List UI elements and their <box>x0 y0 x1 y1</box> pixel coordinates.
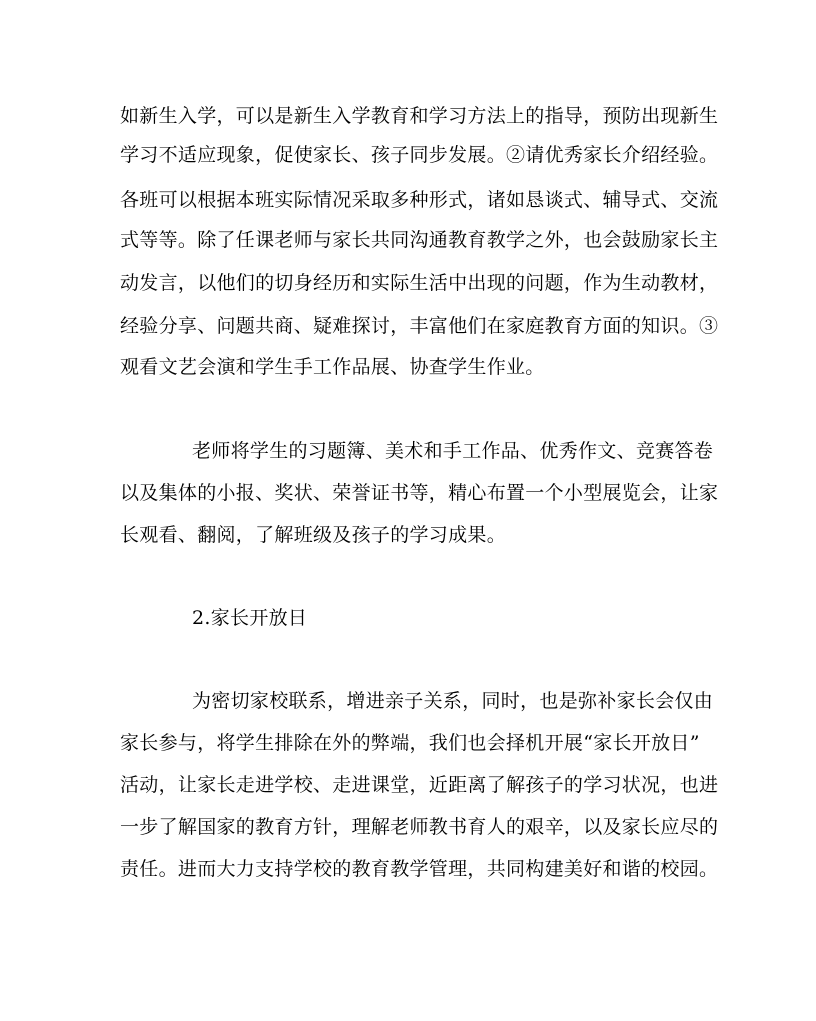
paragraph-line: 如新生入学，可以是新生入学教育和学习方法上的指导，预防出现新生 <box>120 105 719 127</box>
paragraph-line: 家长参与，将学生排除在外的弊端，我们也会择机开展“家长开放日” <box>120 732 700 754</box>
paragraph-line: 式等等。除了任课老师与家长共同沟通教育教学之外，也会鼓励家长主 <box>120 229 719 251</box>
paragraph-line: 以及集体的小报、奖状、荣誉证书等，精心布置一个小型展览会，让家 <box>120 482 719 504</box>
paragraph-line: 各班可以根据本班实际情况采取多种形式，诸如恳谈式、辅导式、交流 <box>120 189 719 211</box>
paragraph-line: 老师将学生的习题簿、美术和手工作品、优秀作文、竞赛答卷 <box>192 440 714 462</box>
paragraph-line: 长观看、翻阅，了解班级及孩子的学习成果。 <box>120 524 507 546</box>
paragraph-line: 责任。进而大力支持学校的教育教学管理，共同构建美好和谐的校园。 <box>120 858 719 880</box>
section-heading: 2.家长开放日 <box>192 607 308 629</box>
paragraph-line: 动发言，以他们的切身经历和实际生活中出现的问题，作为生动教材， <box>120 272 719 294</box>
paragraph-line: 为密切家校联系，增进亲子关系，同时，也是弥补家长会仅由 <box>192 690 714 712</box>
paragraph-line: 经验分享、问题共商、疑难探讨，丰富他们在家庭教育方面的知识。③ <box>120 315 719 337</box>
paragraph-line: 学习不适应现象，促使家长、孩子同步发展。②请优秀家长介绍经验。 <box>120 144 719 166</box>
paragraph-line: 活动，让家长走进学校、走进课堂，近距离了解孩子的学习状况，也进 <box>120 774 719 796</box>
paragraph-line: 观看文艺会演和学生手工作品展、协查学生作业。 <box>120 356 545 378</box>
paragraph-line: 一步了解国家的教育方针，理解老师教书育人的艰辛，以及家长应尽的 <box>120 816 719 838</box>
